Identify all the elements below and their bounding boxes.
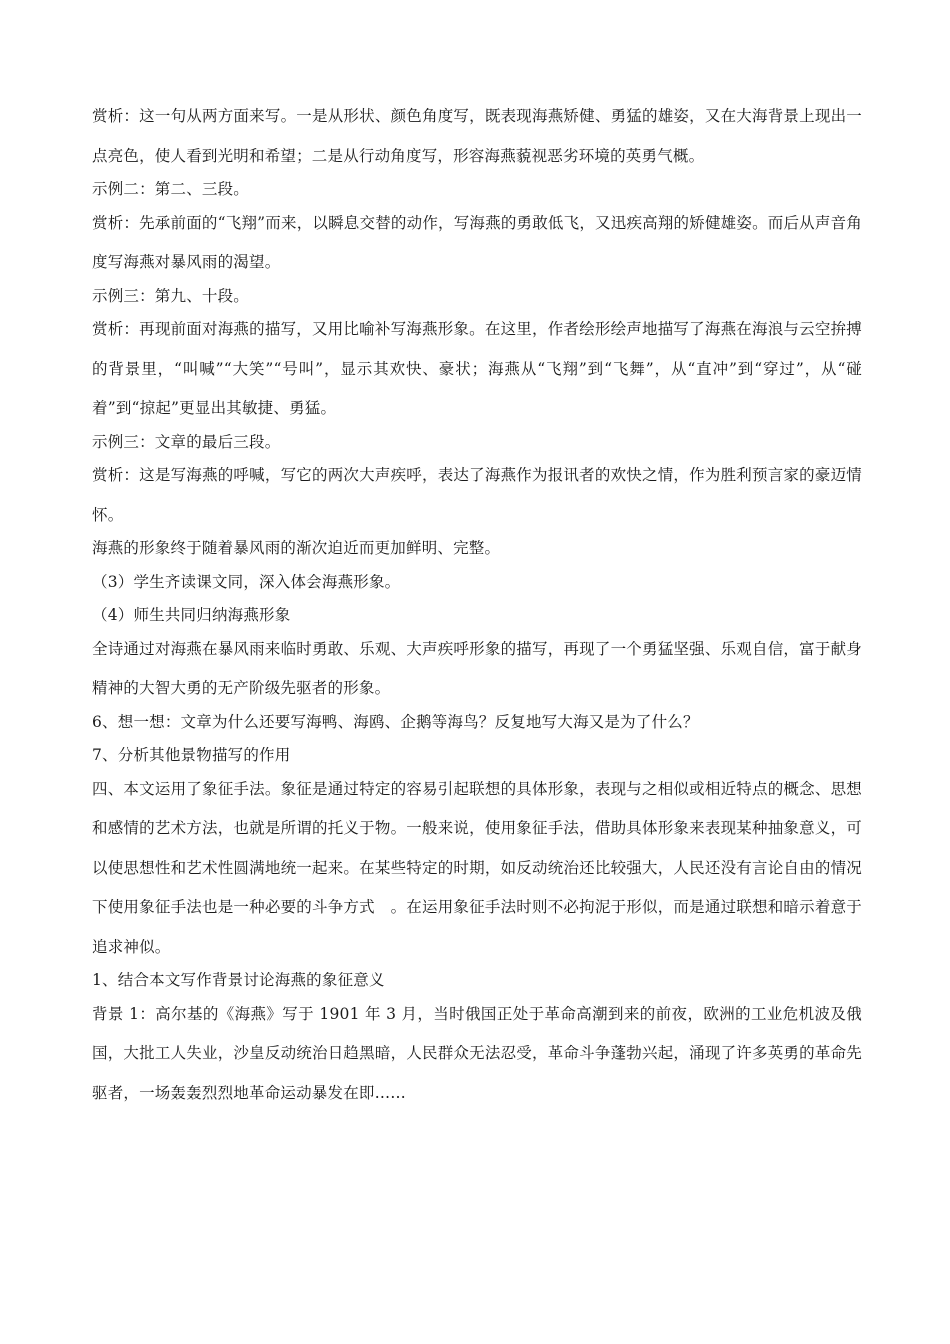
paragraph-analysis-2: 赏析：先承前面的“飞翔”而来，以瞬息交替的动作，写海燕的勇敢低飞，又迅疾高翔的矫健雄姿。而后从声音角度写海燕对暴风雨的渴望。 [92,213,862,271]
paragraph-question-7: 7、分析其他景物描写的作用 [92,746,291,764]
paragraph-step-3: （3）学生齐读课文同，深入体会海燕形象。 [92,572,401,591]
paragraph-analysis-4: 赏析：这是写海燕的呼喊，写它的两次大声疾呼，表达了海燕作为报讯者的欢快之情，作为胜利预言家的豪迈情怀。 [92,466,862,524]
paragraph-example-3: 示例三：第九、十段。 [92,286,250,305]
paragraph-step-4: （4）师生共同归纳海燕形象 [92,606,291,624]
paragraph-analysis-1: 赏析：这一句从两方面来写。一是从形状、颜色角度写，既表现海燕矫健、勇猛的雄姿，又在大海背景上现出一点亮色，使人看到光明和希望；二是从行动角度写，形容海燕藐视恶劣环境的英勇气概。 [92,107,862,165]
paragraph-summary: 海燕的形象终于随着暴风雨的渐次迫近而更加鲜明、完整。 [92,539,501,557]
paragraph-discussion-1: 1、结合本文写作背景讨论海燕的象征意义 [92,971,385,989]
paragraph-example-3b: 示例三：文章的最后三段。 [92,432,281,451]
paragraph-analysis-3: 赏析：再现前面对海燕的描写，又用比喻补写海燕形象。在这里，作者绘形绘声地描写了海燕在海浪与云空拚搏的背景里，“叫喊”“大笑”“号叫”，显示其欢快、豪状；海燕从“飞翔”到“飞舞”，从“直冲”到“穿过”，从“碰着”到“掠起”更显出其敏捷、勇猛。 [92,320,862,417]
document-body [92,100,862,1110]
paragraph-section-4: 四、本文运用了象征手法。象征是通过特定的容易引起联想的具体形象，表现与之相似或相近特点的概念、思想和感情的艺术方法，也就是所谓的托义于物。一般来说，使用象征手法，借助具体形象来表现某种抽象意义，可以使思想性和艺术性圆满地统一起来。在某些特定的时期，如反动统治还比较强大，人民还没有言论自由的情况下使用象征手法也是一种必要的斗争方式 。在运用象征手法时则不必拘泥于形似，而是通过联想和暗示着意于追求神似。 [92,779,862,956]
paragraph-background-1: 背景 1：高尔基的《海燕》写于 1901 年 3 月，当时俄国正处于革命高潮到来的前夜，欧洲的工业危机波及俄国，大批工人失业，沙皇反动统治日趋黑暗，人民群众无法忍受，革命斗争蓬勃兴起，涌现了许多英勇的革命先驱者，一场轰轰烈烈地革命运动暴发在即…… [92,1004,862,1102]
paragraph-conclusion: 全诗通过对海燕在暴风雨来临时勇敢、乐观、大声疾呼形象的描写，再现了一个勇猛坚强、乐观自信，富于献身精神的大智大勇的无产阶级先驱者的形象。 [92,639,862,697]
paragraph-question-6: 6、想一想：文章为什么还要写海鸭、海鸥、企鹅等海鸟？反复地写大海又是为了什么？ [92,712,699,731]
paragraph-example-2: 示例二：第二、三段。 [92,180,250,198]
